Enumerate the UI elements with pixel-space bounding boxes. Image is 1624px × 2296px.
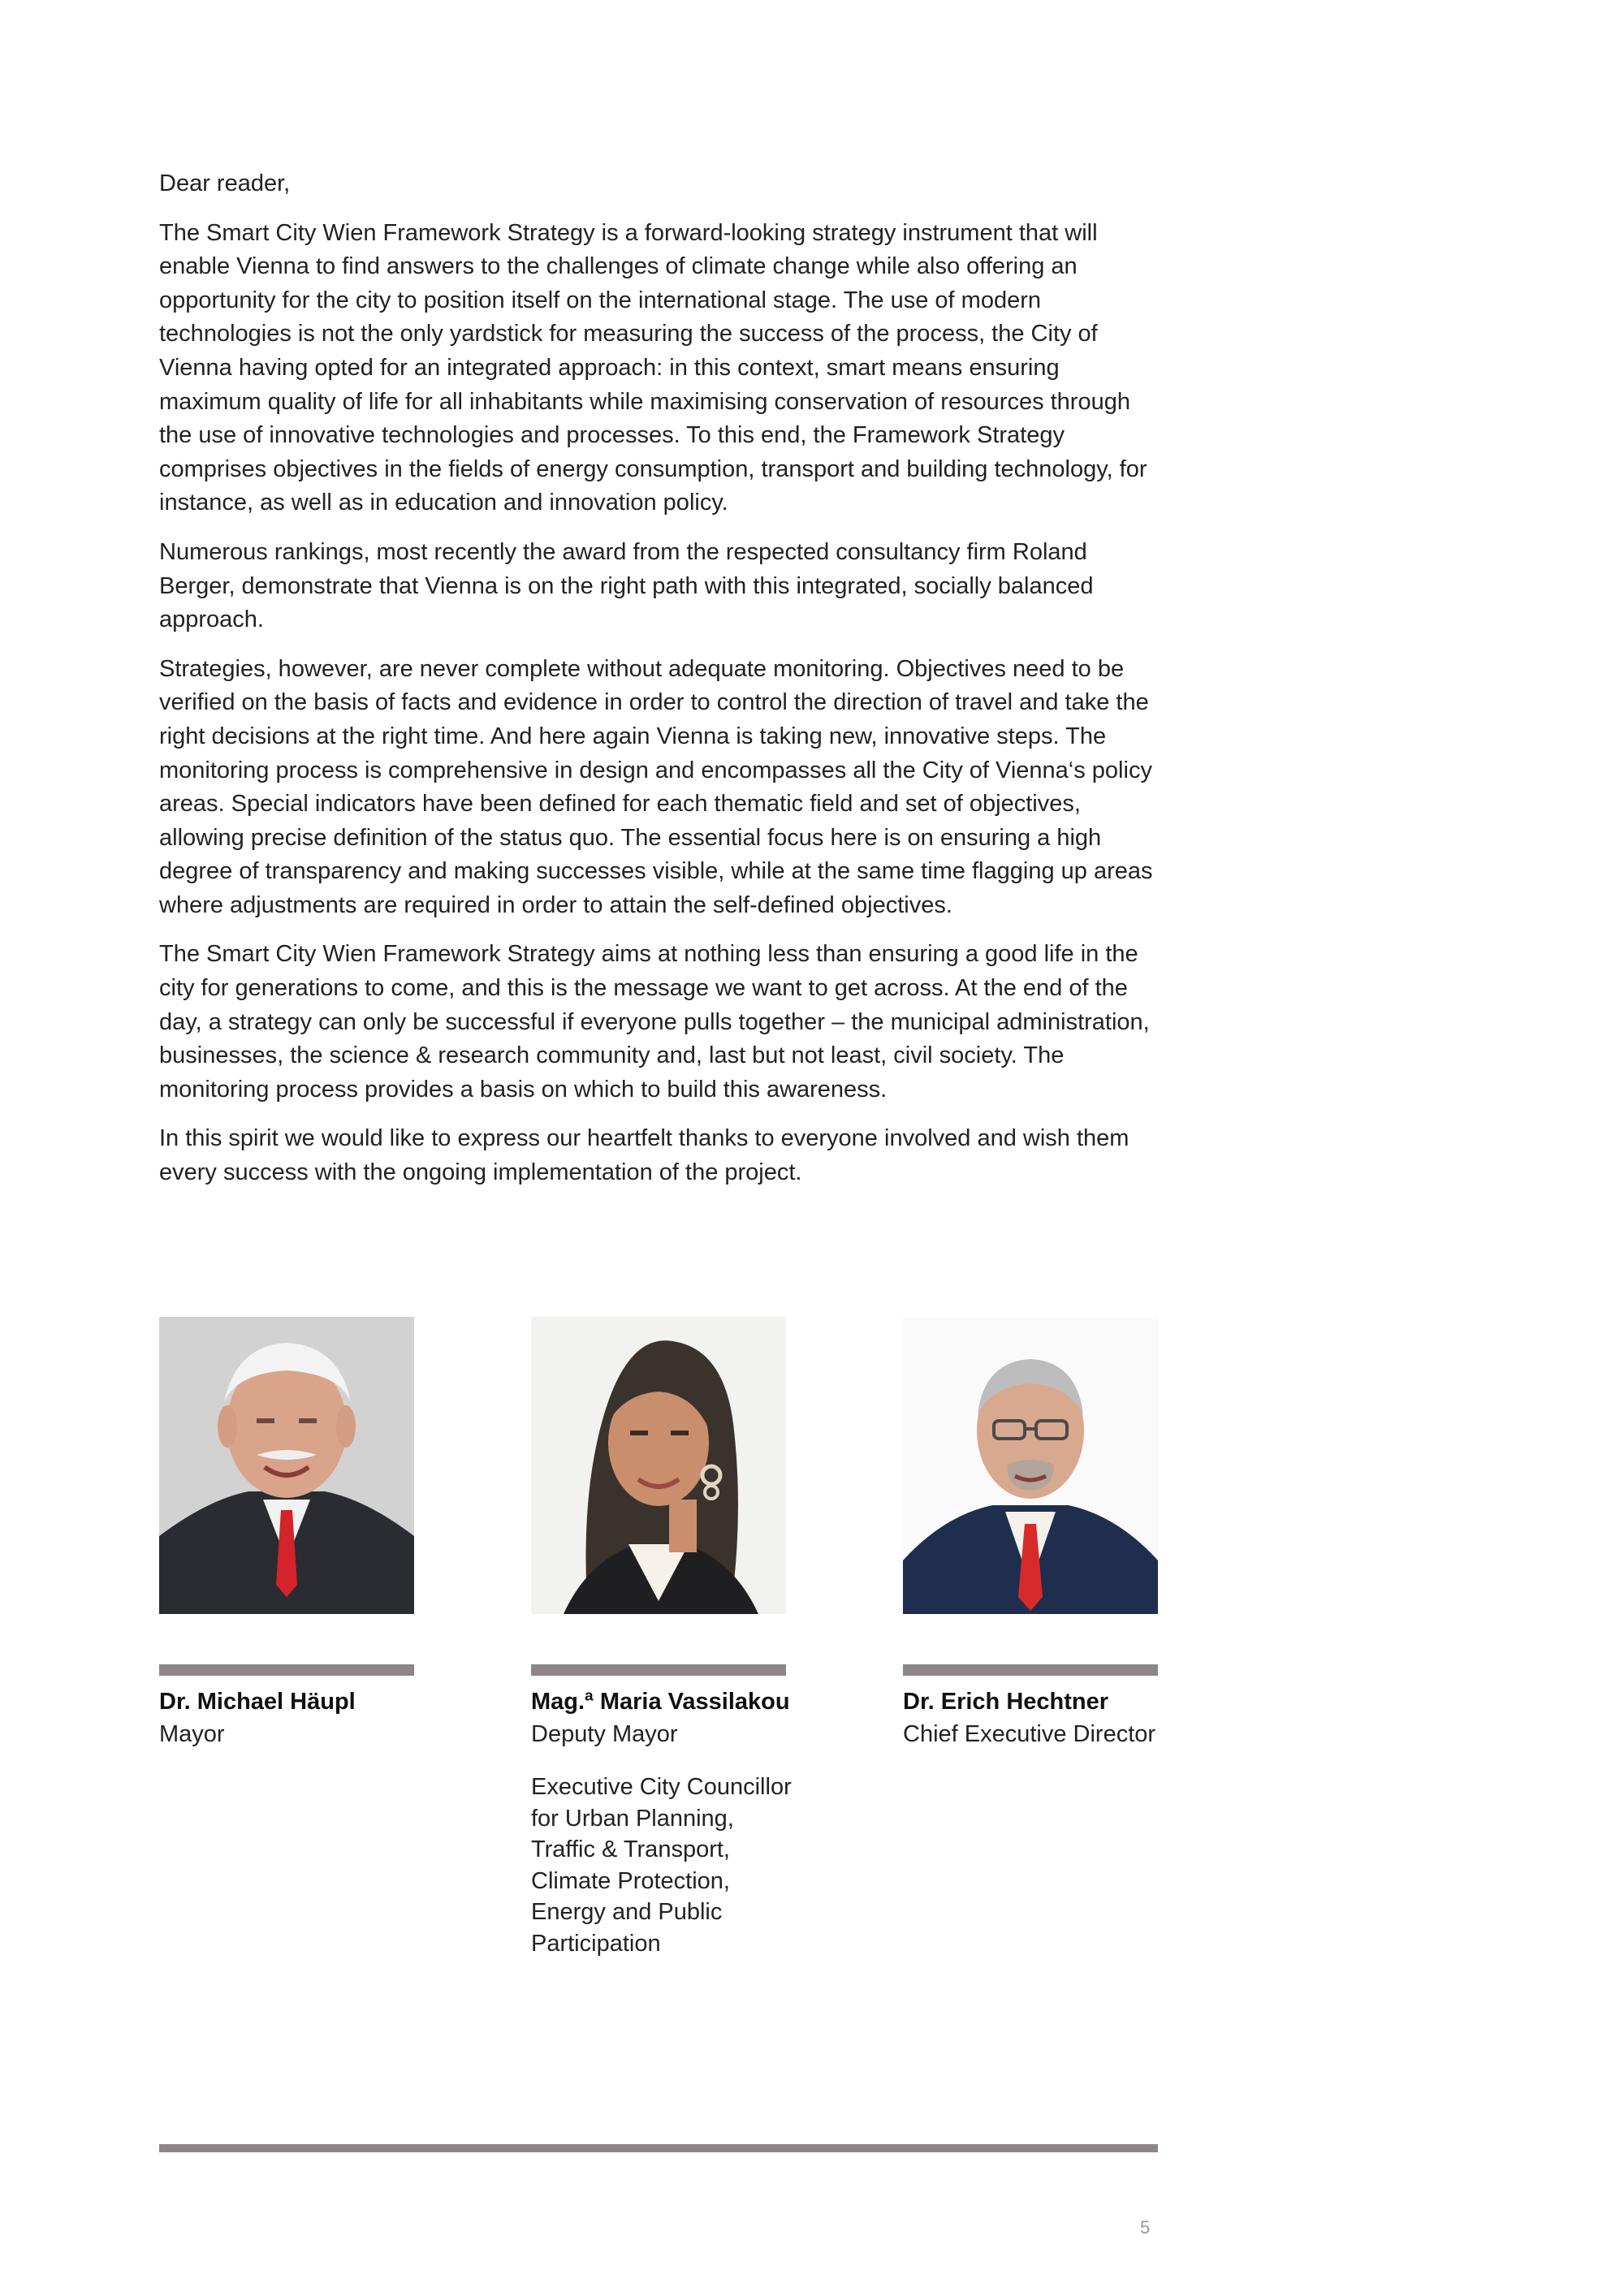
signatory-extra-vassilakou: Executive City Councillor for Urban Planning, Traffic & Transport, Climate Protection, Energy and Public Participation (531, 1774, 792, 1957)
letter-body (159, 167, 1166, 1206)
portrait-photo-hechtner (903, 1317, 1158, 1614)
signatory-name-hechtner: Dr. Erich Hechtner (903, 1689, 1109, 1715)
signatory-vassilakou (531, 1317, 792, 1957)
portrait-photo-haeupl (159, 1317, 414, 1614)
paragraph-4: The Smart City Wien Framework Strategy aims at nothing less than ensuring a good life in the city for generations to come, and this is the message we want to get across. At the end of the day, a strategy can only be successful if everyone pulls together – the municipal administration, businesses, the science & research community and, last but not least, civil society. The monitoring process provides a basis on which to build this awareness. (159, 941, 1150, 1103)
name-bar-vassilakou (531, 1664, 786, 1676)
salutation: Dear reader, (159, 170, 291, 196)
name-bar-hechtner (903, 1664, 1158, 1676)
paragraph-2: Numerous rankings, most recently the award from the respected consultancy firm Roland Berger, demonstrate that Vienna is on the right path with this integrated, socially balanced approach. (159, 538, 1094, 633)
signatory-name-haeupl: Dr. Michael Häupl (159, 1689, 356, 1715)
signatory-hechtner (903, 1317, 1160, 1747)
paragraph-1: The Smart City Wien Framework Strategy is a forward-looking strategy instrument that will enable Vienna to find answers to the challenges of climate change while also offering an opportunity for the city to position itself on the international stage. The use of modern technologies is not the only yardstick for measuring the success of the process, the City of Vienna having opted for an integrated approach: in this context, smart means ensuring maximum quality of life for all inhabitants while maximising conservation of resources through the use of innovative technologies and processes. To this end, the Framework Strategy comprises objectives in the fields of energy consumption, transport and building technology, for instance, as well as in education and innovation policy. (159, 219, 1147, 516)
name-bar-haeupl (159, 1664, 414, 1676)
page-number: 5 (1140, 2217, 1151, 2238)
paragraph-3: Strategies, however, are never complete without adequate monitoring. Objectives need to be verified on the basis of facts and evidence in order to control the direction of travel and take the right decisions at the right time. And here again Vienna is taking new, innovative steps. The monitoring process is comprehensive in design and encompasses all the City of Vienna‘s policy areas. Special indicators have been defined for each thematic field and set of objectives, allowing precise definition of the status quo. The essential focus here is on ensuring a high degree of transparency and making successes visible, while at the same time flagging up areas where adjustments are required in order to attain the self-defined objectives. (159, 655, 1153, 918)
portrait-photo-vassilakou (531, 1317, 786, 1614)
signatory-role-hechtner: Chief Executive Director (903, 1721, 1156, 1747)
signatory-role-vassilakou: Deputy Mayor (531, 1721, 678, 1747)
paragraph-5: In this spirit we would like to express our heartfelt thanks to everyone involved and wish them every success with the ongoing implementation of the project. (159, 1125, 1129, 1186)
signatory-role-haeupl: Mayor (159, 1721, 225, 1747)
footer-rule (159, 2144, 1158, 2152)
signatory-name-vassilakou: Mag.ª Maria Vassilakou (531, 1689, 790, 1715)
signatory-haeupl (159, 1317, 416, 1747)
